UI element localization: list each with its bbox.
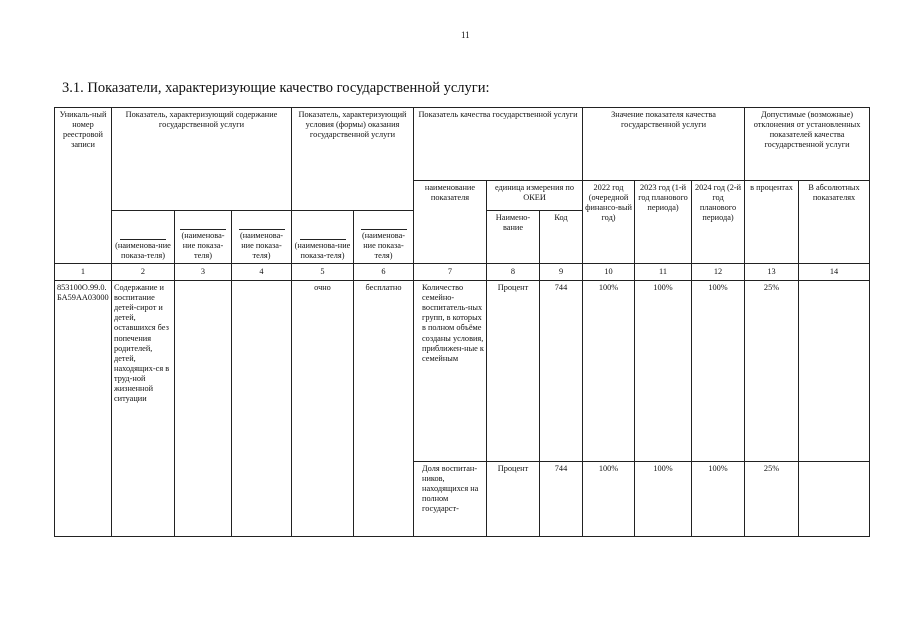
value-2024-cell: 100% (692, 281, 745, 462)
column-number: 4 (232, 264, 292, 281)
header-percent: в процентах (745, 181, 799, 264)
column-number: 3 (175, 264, 232, 281)
column-number: 2 (112, 264, 175, 281)
deviation-percent-cell: 25% (745, 462, 799, 537)
condition-cell-2: бесплатно (354, 281, 414, 537)
value-2023-cell: 100% (635, 281, 692, 462)
column-number: 13 (745, 264, 799, 281)
column-number: 6 (354, 264, 414, 281)
column-number: 14 (799, 264, 870, 281)
header-year-2024: 2024 год (2-й год планового периода) (692, 181, 745, 264)
value-2022-cell: 100% (583, 462, 635, 537)
header-absolute: В абсолютных показателях (799, 181, 870, 264)
condition-cell-1: очно (292, 281, 354, 537)
header-unique-number: Уникаль-ный номер реестровой записи (55, 108, 112, 264)
column-number: 5 (292, 264, 354, 281)
value-2023-cell: 100% (635, 462, 692, 537)
header-indicator-name: наименование показателя (414, 181, 487, 264)
registry-number-cell: 853100О.99.0.БА59АА03000 (55, 281, 112, 537)
value-2024-cell: 100% (692, 462, 745, 537)
column-number: 1 (55, 264, 112, 281)
table-row (55, 281, 870, 462)
deviation-absolute-cell (799, 281, 870, 462)
unit-name-cell: Процент (487, 462, 540, 537)
quality-indicators-table (54, 107, 870, 537)
content-cell-3 (232, 281, 292, 537)
header-quality-indicator: Показатель качества государственной услуги (414, 108, 583, 181)
column-number: 7 (414, 264, 487, 281)
unit-code-cell: 744 (540, 462, 583, 537)
page-number: 11 (461, 30, 470, 40)
value-2022-cell: 100% (583, 281, 635, 462)
unit-code-cell: 744 (540, 281, 583, 462)
content-cell: Содержание и воспитание детей-сирот и детей, оставшихся без попечения родителей, детей, находящих-ся в труд-ной жизненной ситуации (112, 281, 175, 537)
header-okei-code: Код (540, 211, 583, 264)
indicator-name-cell: Доля воспитан-ников, находящихся на полном государст- (414, 462, 487, 537)
content-cell-2 (175, 281, 232, 537)
header-content-name-2: (наименова-ние показа-теля) (175, 211, 232, 264)
header-condition-name-2: (наименова-ние показа-теля) (354, 211, 414, 264)
header-content-name-1: (наименова-ние показа-теля) (112, 211, 175, 264)
header-quality-value: Значение показателя качества государственной услуги (583, 108, 745, 181)
column-number: 10 (583, 264, 635, 281)
header-content-name-3: (наименова-ние показа-теля) (232, 211, 292, 264)
column-number: 9 (540, 264, 583, 281)
indicator-name-cell: Количество семейно-воспитатель-ных групп, в которых в полном объёме созданы условия, приближен-ные к семейным (414, 281, 487, 462)
section-title: 3.1. Показатели, характеризующие качество государственной услуги: (62, 80, 490, 96)
header-year-2022: 2022 год (очередной финансо-вый год) (583, 181, 635, 264)
column-number-row (55, 264, 870, 281)
header-okei-name: Наимено-вание (487, 211, 540, 264)
header-condition-name-1: (наименова-ние показа-теля) (292, 211, 354, 264)
deviation-absolute-cell (799, 462, 870, 537)
column-number: 11 (635, 264, 692, 281)
column-number: 12 (692, 264, 745, 281)
unit-name-cell: Процент (487, 281, 540, 462)
header-conditions-indicator: Показатель, характеризующий условия (формы) оказания государственной услуги (292, 108, 414, 211)
header-year-2023: 2023 год (1-й год планового периода) (635, 181, 692, 264)
header-deviations: Допустимые (возможные) отклонения от установленных показателей качества государственной услуги (745, 108, 870, 181)
header-okei-unit: единица измерения по ОКЕИ (487, 181, 583, 211)
header-content-indicator: Показатель, характеризующий содержание государственной услуги (112, 108, 292, 211)
column-number: 8 (487, 264, 540, 281)
deviation-percent-cell: 25% (745, 281, 799, 462)
